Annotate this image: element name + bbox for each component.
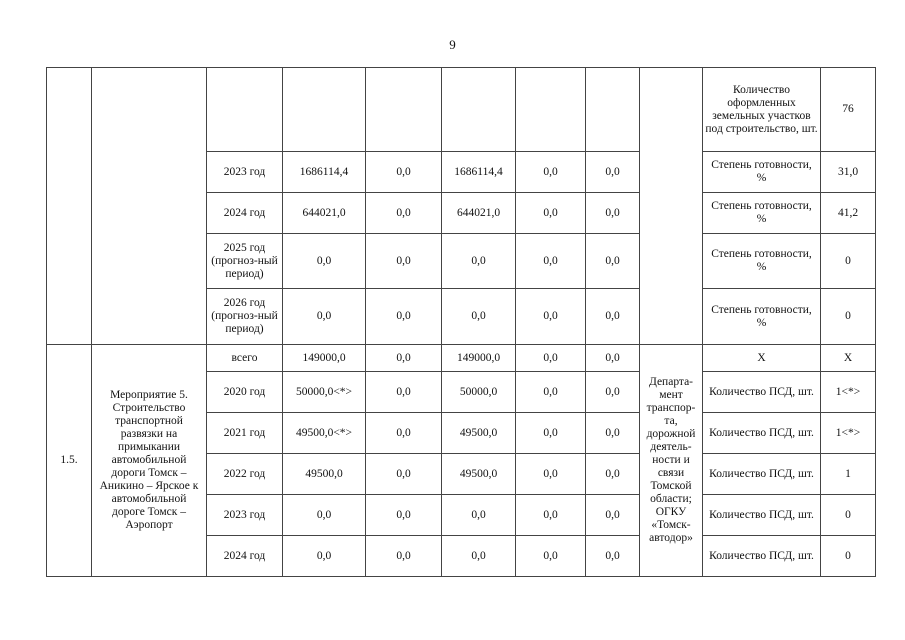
cell-year: 2025 год (прогноз-ный период) xyxy=(207,234,283,289)
cell-extra: 0,0 xyxy=(586,289,640,345)
cell-reg: 49500,0 xyxy=(442,413,516,454)
cell-indicator: Х xyxy=(703,345,821,372)
cell-year: 2026 год (прогноз-ный период) xyxy=(207,289,283,345)
cell-total xyxy=(283,68,366,152)
cell-fed xyxy=(366,68,442,152)
measure-name: Мероприятие 5. Строительство транспортной развязки на примыкании автомобильной дороги Томск – Аникино – Ярское к автомобильной дороге Томск – Аэропорт xyxy=(92,345,207,577)
cell-year: всего xyxy=(207,345,283,372)
cell-fed: 0,0 xyxy=(366,193,442,234)
cell-extra: 0,0 xyxy=(586,536,640,577)
cell-year xyxy=(207,68,283,152)
cell-total: 0,0 xyxy=(283,234,366,289)
cell-indicator: Количество ПСД, шт. xyxy=(703,413,821,454)
cell-indicator: Степень готовности, % xyxy=(703,289,821,345)
cell-indicator: Степень готовности, % xyxy=(703,234,821,289)
cell-reg: 1686114,4 xyxy=(442,152,516,193)
cell-indicator: Степень готовности, % xyxy=(703,152,821,193)
cell-loc: 0,0 xyxy=(516,289,586,345)
page-number: 9 xyxy=(449,37,456,52)
cell-loc: 0,0 xyxy=(516,193,586,234)
cell-indicator: Количество оформленных земельных участков под строительство, шт. xyxy=(703,68,821,152)
cell-total: 0,0 xyxy=(283,289,366,345)
table-row xyxy=(47,345,876,372)
cell-reg: 50000,0 xyxy=(442,372,516,413)
cell-value: Х xyxy=(821,345,876,372)
cell-value: 0 xyxy=(821,495,876,536)
cell-fed: 0,0 xyxy=(366,234,442,289)
cell-loc: 0,0 xyxy=(516,413,586,454)
cell-indicator: Количество ПСД, шт. xyxy=(703,372,821,413)
measure-number: 1.5. xyxy=(47,345,92,577)
cell-fed: 0,0 xyxy=(366,413,442,454)
cell-value: 1 xyxy=(821,454,876,495)
cell-indicator: Количество ПСД, шт. xyxy=(703,454,821,495)
cell-value: 1<*> xyxy=(821,413,876,454)
cell-extra: 0,0 xyxy=(586,345,640,372)
cell-reg: 149000,0 xyxy=(442,345,516,372)
cell-loc: 0,0 xyxy=(516,234,586,289)
cell-extra xyxy=(586,68,640,152)
cell-total: 644021,0 xyxy=(283,193,366,234)
cell-reg: 0,0 xyxy=(442,289,516,345)
cell-reg: 644021,0 xyxy=(442,193,516,234)
cell-loc xyxy=(516,68,586,152)
cell-loc: 0,0 xyxy=(516,495,586,536)
cell-number-empty xyxy=(47,68,92,345)
cell-year: 2021 год xyxy=(207,413,283,454)
cell-total: 149000,0 xyxy=(283,345,366,372)
cell-indicator: Количество ПСД, шт. xyxy=(703,536,821,577)
cell-reg: 49500,0 xyxy=(442,454,516,495)
cell-value: 0 xyxy=(821,289,876,345)
cell-loc: 0,0 xyxy=(516,345,586,372)
cell-indicator: Степень готовности, % xyxy=(703,193,821,234)
cell-total: 49500,0<*> xyxy=(283,413,366,454)
cell-value: 0 xyxy=(821,536,876,577)
cell-fed: 0,0 xyxy=(366,345,442,372)
cell-total: 0,0 xyxy=(283,495,366,536)
cell-executor-empty xyxy=(640,68,703,345)
cell-extra: 0,0 xyxy=(586,372,640,413)
cell-fed: 0,0 xyxy=(366,289,442,345)
cell-total: 49500,0 xyxy=(283,454,366,495)
cell-value: 1<*> xyxy=(821,372,876,413)
cell-loc: 0,0 xyxy=(516,536,586,577)
cell-fed: 0,0 xyxy=(366,372,442,413)
cell-year: 2024 год xyxy=(207,536,283,577)
cell-year: 2024 год xyxy=(207,193,283,234)
cell-year: 2023 год xyxy=(207,152,283,193)
cell-extra: 0,0 xyxy=(586,152,640,193)
cell-extra: 0,0 xyxy=(586,234,640,289)
cell-fed: 0,0 xyxy=(366,152,442,193)
cell-total: 0,0 xyxy=(283,536,366,577)
cell-reg: 0,0 xyxy=(442,536,516,577)
cell-reg: 0,0 xyxy=(442,495,516,536)
cell-reg xyxy=(442,68,516,152)
cell-value: 31,0 xyxy=(821,152,876,193)
cell-name-empty xyxy=(92,68,207,345)
cell-extra: 0,0 xyxy=(586,193,640,234)
cell-year: 2023 год xyxy=(207,495,283,536)
cell-value: 76 xyxy=(821,68,876,152)
cell-fed: 0,0 xyxy=(366,536,442,577)
cell-extra: 0,0 xyxy=(586,454,640,495)
cell-fed: 0,0 xyxy=(366,495,442,536)
cell-total: 1686114,4 xyxy=(283,152,366,193)
cell-value: 0 xyxy=(821,234,876,289)
cell-loc: 0,0 xyxy=(516,454,586,495)
table-row xyxy=(47,68,876,152)
cell-indicator: Количество ПСД, шт. xyxy=(703,495,821,536)
cell-fed: 0,0 xyxy=(366,454,442,495)
cell-extra: 0,0 xyxy=(586,495,640,536)
program-table xyxy=(46,67,876,577)
cell-total: 50000,0<*> xyxy=(283,372,366,413)
cell-extra: 0,0 xyxy=(586,413,640,454)
cell-loc: 0,0 xyxy=(516,372,586,413)
measure-executor: Департа-мент транспор-та, дорожной деятель-ности и связи Томской области; ОГКУ «Томск-автодор» xyxy=(640,345,703,577)
cell-year: 2020 год xyxy=(207,372,283,413)
cell-value: 41,2 xyxy=(821,193,876,234)
cell-loc: 0,0 xyxy=(516,152,586,193)
cell-reg: 0,0 xyxy=(442,234,516,289)
cell-year: 2022 год xyxy=(207,454,283,495)
